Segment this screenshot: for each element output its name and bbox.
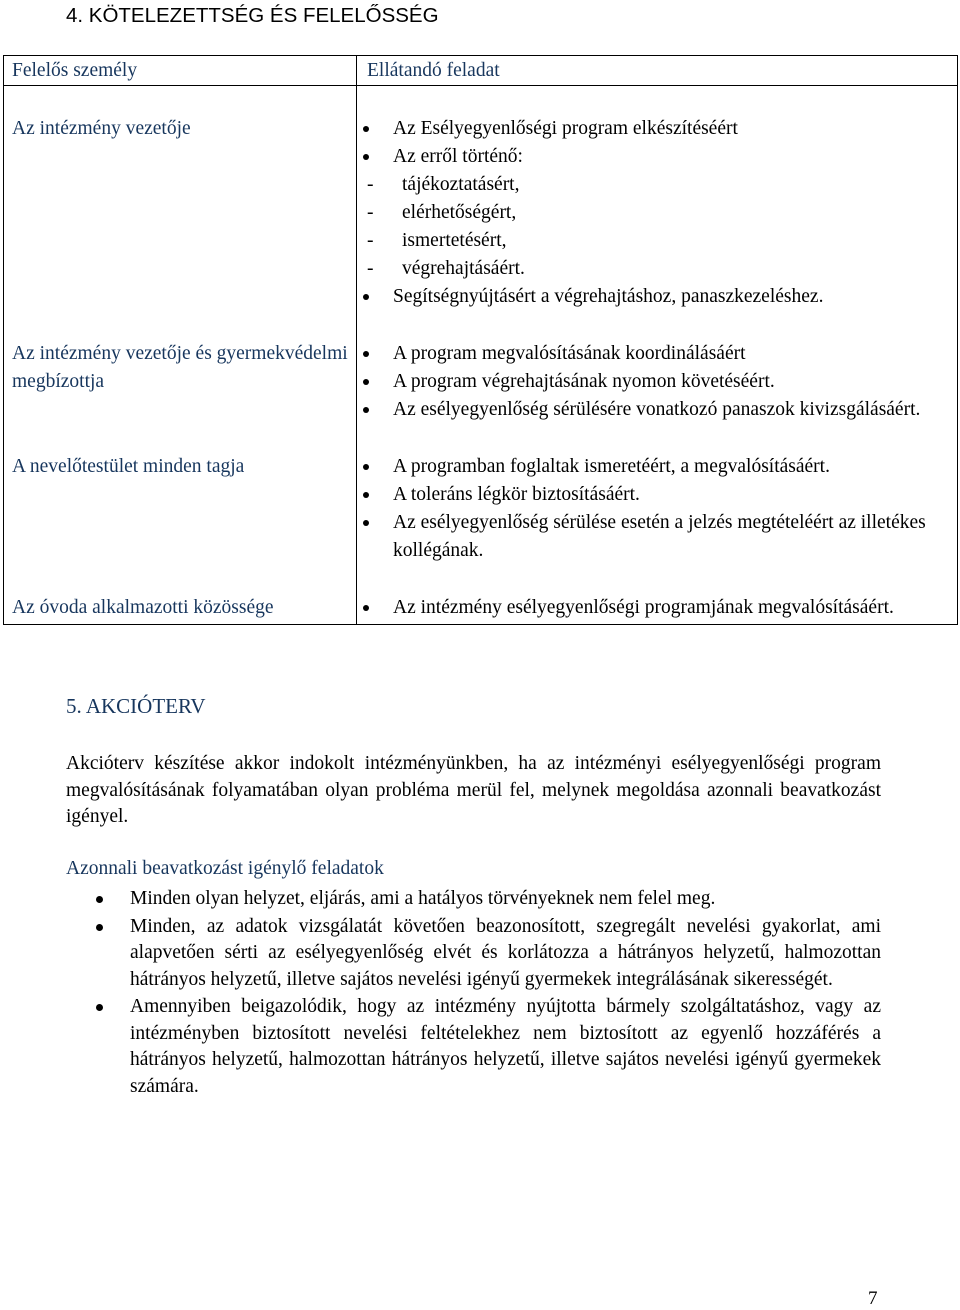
task-item: A programban foglaltak ismeretéért, a megvalósításáért.	[357, 453, 957, 481]
person-cell: A nevelőtestület minden tagja	[4, 424, 357, 565]
task-item: Az intézmény esélyegyenlőségi programjának megvalósításáért.	[357, 594, 957, 622]
task-item: Az esélyegyenlőség sérülésére vonatkozó panaszok kivizsgálásáért.	[357, 396, 957, 424]
task-item: A toleráns légkör biztosításáért.	[357, 481, 957, 509]
task-cell	[357, 86, 958, 312]
section-heading-4: 4. KÖTELEZETTSÉG ÉS FELELŐSSÉG	[66, 4, 439, 27]
list-item: Minden olyan helyzet, eljárás, ami a hatályos törvényeknek nem felel meg.	[66, 886, 881, 913]
section-heading-5: 5. AKCIÓTERV	[66, 694, 206, 718]
responsibility-table	[3, 55, 958, 625]
table-row	[4, 424, 958, 565]
person-cell: Az intézmény vezetője	[4, 86, 357, 312]
col-header-task: Ellátandó feladat	[357, 56, 958, 86]
table-header-row	[4, 56, 958, 86]
table-row	[4, 565, 958, 625]
task-item: Segítségnyújtásért a végrehajtáshoz, panaszkezeléshez.	[357, 283, 957, 311]
person-cell: Az óvoda alkalmazotti közössége	[4, 565, 357, 625]
page-number: 7	[868, 1288, 878, 1309]
subtask-item: - végrehajtásáért.	[357, 255, 957, 283]
subtask-item: - tájékoztatásért,	[357, 171, 957, 199]
person-cell: Az intézmény vezetője és gyermekvédelmi megbízottja	[4, 311, 357, 424]
subtask-item: - elérhetőségért,	[357, 199, 957, 227]
task-cell	[357, 565, 958, 625]
task-item: A program végrehajtásának nyomon követéséért.	[357, 368, 957, 396]
col-header-person: Felelős személy	[4, 56, 357, 86]
task-item: A program megvalósításának koordinálásáért	[357, 340, 957, 368]
table-row	[4, 311, 958, 424]
intro-paragraph: Akcióterv készítése akkor indokolt intézményünkben, ha az intézményi esélyegyenlőségi program megvalósításának folyamatában olyan probléma merül fel, melynek megoldása azonnali beavatkozást igényel.	[66, 753, 881, 827]
immediate-tasks-list	[66, 886, 881, 1101]
list-item: Amennyiben beigazolódik, hogy az intézmény nyújtotta bármely szolgáltatáshoz, vagy az intézményben biztosított nevelési feltételekhez nem biztosított az egyenlő hozzáférés a hátrányos helyzetű, halmozottan hátrányos helyzetű, illetve sajátos nevelési igényű gyermekek számára.	[66, 994, 881, 1100]
task-cell	[357, 311, 958, 424]
task-item: Az esélyegyenlőség sérülése esetén a jelzés megtételéért az illetékes kollégának.	[357, 509, 957, 565]
task-cell	[357, 424, 958, 565]
list-item: Minden, az adatok vizsgálatát követően beazonosított, szegregált nevelési gyakorlat, ami alapvetően sérti az esélyegyenlőség elvét és korlátozza a hátrányos helyzetű, halmozottan hátrányos helyzetű, illetve sajátos nevelési igényű gyermekek integrálásának sikerességét.	[66, 914, 881, 994]
subtask-item: - ismertetésért,	[357, 227, 957, 255]
task-item: Az erről történő:	[357, 143, 957, 171]
table-row	[4, 86, 958, 312]
subheading: Azonnali beavatkozást igénylő feladatok	[66, 858, 384, 879]
task-item: Az Esélyegyenlőségi program elkészítéséért	[357, 115, 957, 143]
